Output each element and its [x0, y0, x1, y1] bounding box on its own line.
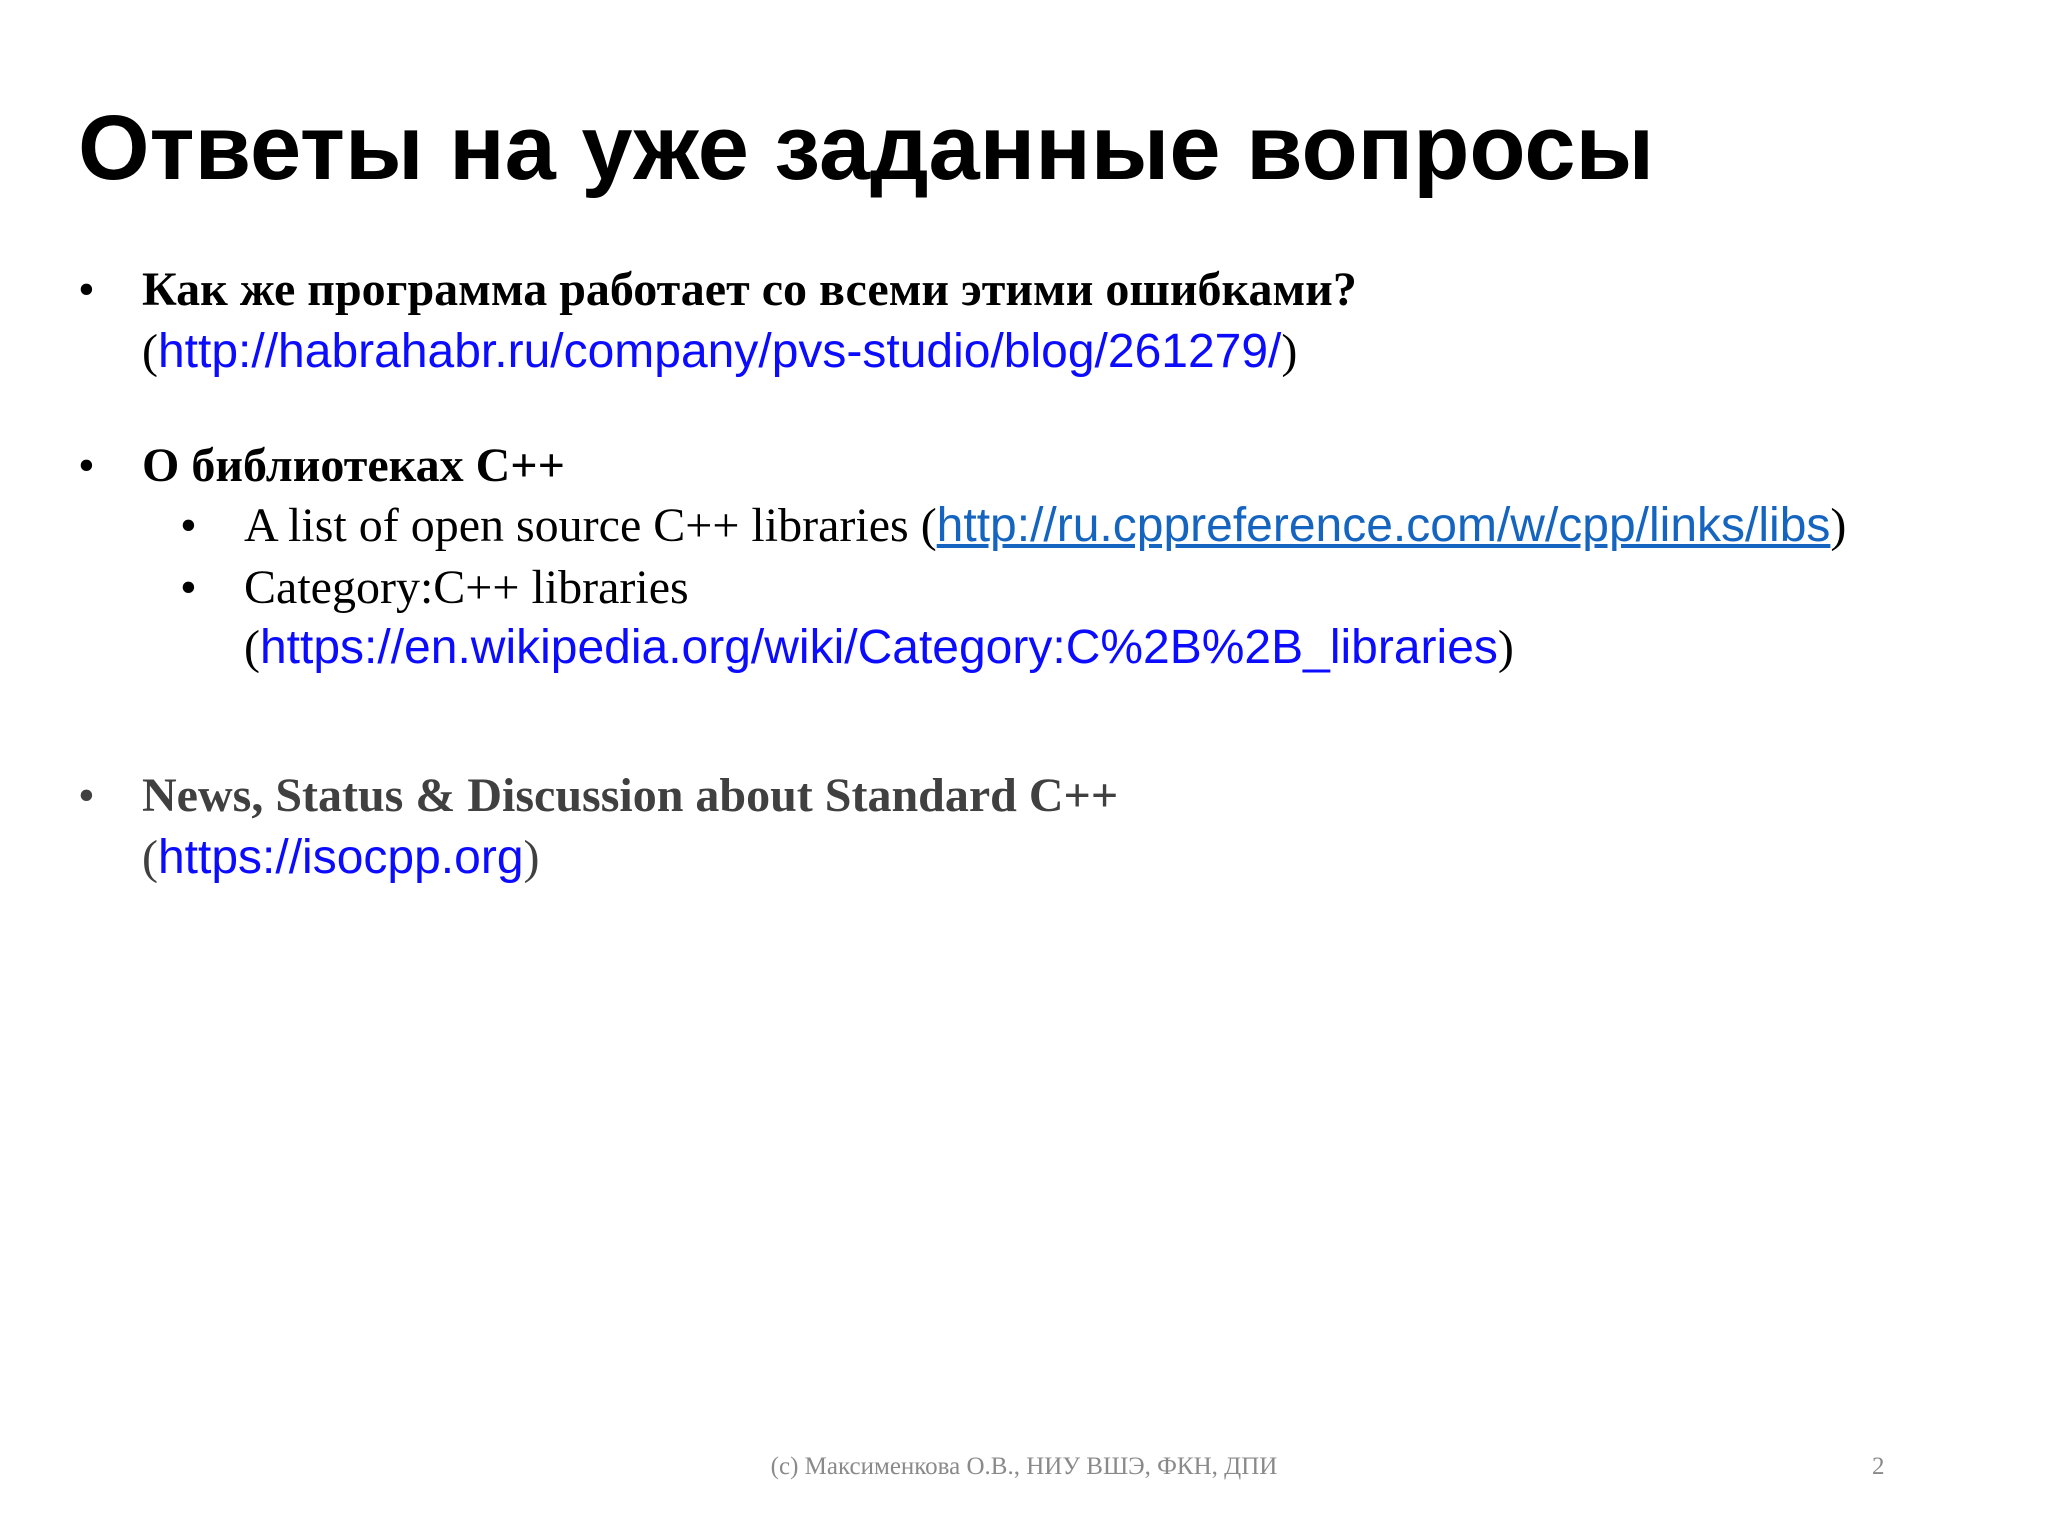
item-3-link[interactable]: https://isocpp.org — [157, 831, 524, 884]
item-3-heading: News, Status & Discussion about Standard C++ — [142, 769, 1119, 822]
sub-bullet-2: • — [180, 561, 197, 614]
item-3-link-line — [142, 828, 540, 888]
bullet-3: • — [78, 769, 95, 822]
slide-footer: (c) Максименкова О.В., НИУ ВШЭ, ФКН, ДПИ — [770, 1453, 1278, 1480]
subitem-2-text: Category:C++ libraries — [244, 561, 689, 614]
subitem-2-close-paren: ) — [1497, 621, 1514, 674]
subitem-1-text: A list of open source C++ libraries ( — [244, 499, 937, 552]
subitem-1 — [244, 496, 1846, 556]
item-2-heading: О библиотеках C++ — [142, 439, 565, 492]
item-3-open-paren: ( — [142, 831, 158, 884]
page-number: 2 — [1872, 1453, 1885, 1480]
item-1-open-paren: ( — [142, 325, 158, 378]
item-1-heading: Как же программа работает со всеми этими ошибками? — [142, 263, 1357, 316]
sub-bullet-1: • — [180, 499, 197, 552]
item-1-close-paren: ) — [1281, 325, 1298, 378]
subitem-1-close-paren: ) — [1830, 499, 1847, 552]
bullet-1: • — [78, 263, 95, 316]
bullet-2: • — [78, 439, 95, 492]
subitem-2-open-paren: ( — [244, 621, 260, 674]
item-1-link-line — [142, 322, 1297, 382]
subitem-1-link[interactable]: http://ru.cppreference.com/w/cpp/links/libs — [936, 499, 1831, 552]
slide-title: Ответы на уже заданные вопросы — [78, 97, 1655, 199]
item-1-link[interactable]: http://habrahabr.ru/company/pvs-studio/blog/261279/ — [157, 325, 1282, 378]
subitem-2-link[interactable]: https://en.wikipedia.org/wiki/Category:C%2B%2B_libraries — [259, 621, 1498, 674]
item-3-close-paren: ) — [523, 831, 540, 884]
subitem-2-link-line — [244, 618, 1514, 678]
